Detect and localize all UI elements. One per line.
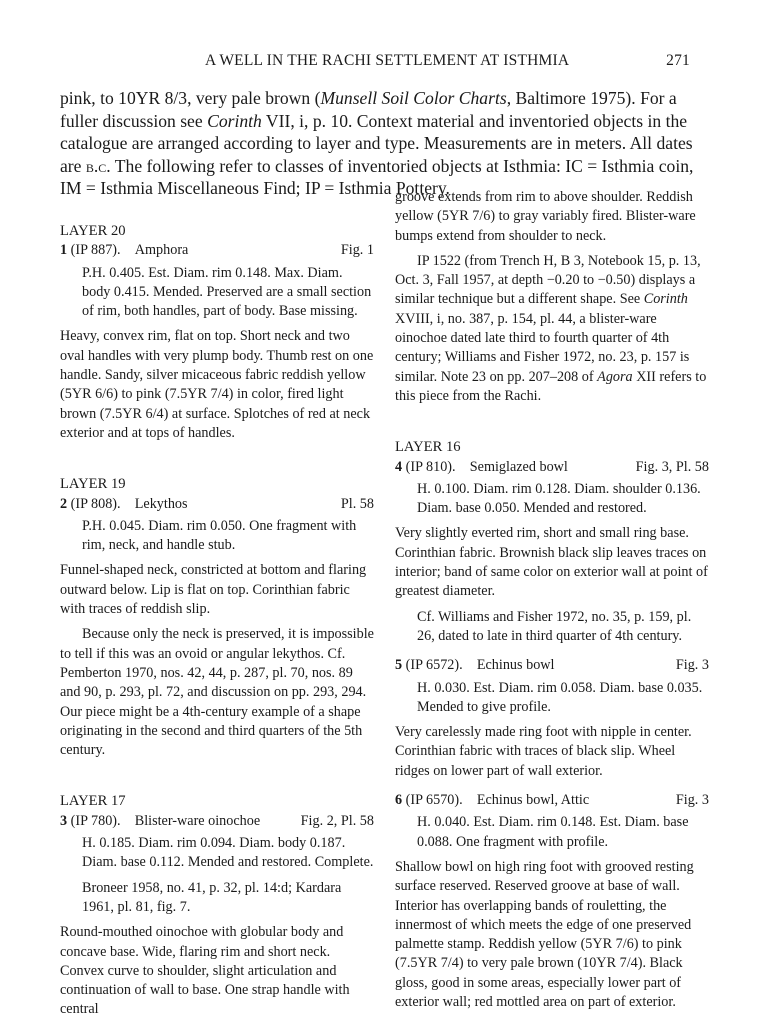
figure-reference: Fig. 1 <box>340 242 374 259</box>
measurements: H. 0.100. Diam. rim 0.128. Diam. shoulder 0.136. Diam. base 0.050. Mended and restored. <box>417 480 701 517</box>
figure-reference: Fig. 3 <box>675 792 709 809</box>
entry-heading: 1 (IP 887). Amphora Fig. 1 <box>60 241 374 260</box>
description-continued: groove extends from rim to above shoulder. Reddish yellow (5YR 7/6) to gray variably fired. Blister-ware bumps extend from shoulder to neck. <box>395 189 696 244</box>
measurements: P.H. 0.045. Diam. rim 0.050. One fragment with rim, neck, and handle stub. <box>82 517 357 554</box>
description: Round-mouthed oinochoe with globular body and concave base. Wide, flaring rim and short neck. Convex curve to shoulder, slight articulation and continuation of wall to base. One strap handle with central <box>60 924 350 1018</box>
measurements: P.H. 0.405. Est. Diam. rim 0.148. Max. Diam. body 0.415. Mended. Preserved are a small section of rim, both handles, part of body. Base missing. <box>82 264 372 320</box>
description: Heavy, convex rim, flat on top. Short neck and two oval handles with very plump body. Thumb rest on one handle. Sandy, silver micaceous fabric reddish yellow (5YR 6/6) to pink (7.5YR 7/4) in color, fired light brown (7.5YR 6/4) at surface. Splotches of red at neck exterior and at tops of handles. <box>60 328 374 441</box>
figure-reference: Fig. 2, Pl. 58 <box>300 812 374 829</box>
catalogue-entry-6 <box>395 791 709 1012</box>
figure-reference: Fig. 3 <box>675 657 709 674</box>
layer-heading: LAYER 20 <box>60 223 126 239</box>
left-column <box>60 222 374 1026</box>
entry-heading: 3 (IP 780). Blister-ware oinochoe Fig. 2, Pl. 58 <box>60 812 374 831</box>
measurements: H. 0.185. Diam. rim 0.094. Diam. body 0.187. Diam. base 0.112. Mended and restored. Complete. <box>82 835 374 871</box>
discussion: IP 1522 (from Trench H, B 3, Notebook 15, p. 13, Oct. 3, Fall 1957, at depth −0.20 to −0.50) displays a similar technique but a different shape. See Corinth XVIII, i, no. 387, p. 154, pl. 44, a blister-ware oinochoe dated late third to fourth quarter of 4th century; Williams and Fisher 1972, no. 23, p. 157 is similar. Note 23 on pp. 207–208 of Agora XII refers to this piece from the Rachi. <box>395 252 707 404</box>
figure-reference: Pl. 58 <box>340 495 374 512</box>
layer-heading: LAYER 16 <box>395 439 461 456</box>
catalogue-entry-4 <box>395 458 709 647</box>
right-column <box>395 188 709 1018</box>
catalogue-entry-3 <box>60 812 374 1020</box>
entry-heading: 2 (IP 808). Lekythos Pl. 58 <box>60 495 374 514</box>
entry-heading: 5 (IP 6572). Echinus bowl Fig. 3 <box>395 656 709 675</box>
description: Very carelessly made ring foot with nipple in center. Corinthian fabric with traces of black slip. Wheel ridges on lower part of wall exterior. <box>395 724 692 779</box>
entry-heading: 6 (IP 6570). Echinus bowl, Attic Fig. 3 <box>395 791 709 810</box>
measurements: H. 0.030. Est. Diam. rim 0.058. Diam. base 0.035. Mended to give profile. <box>417 679 703 715</box>
catalogue-entry-2 <box>60 495 374 761</box>
catalogue-entry-5 <box>395 656 709 781</box>
layer-heading: LAYER 17 <box>60 793 126 810</box>
catalogue-entry-1 <box>60 241 374 443</box>
intro-paragraph: pink, to 10YR 8/3, very pale brown (Munsell Soil Color Charts, Baltimore 1975). For a fuller discussion see Corinth VII, i, p. 10. Context material and inventoried objects in the catalogue are arranged according to layer and type. Measurements are in meters. All dates are b.c. The following refer to classes of inventoried objects at Isthmia: IC = Isthmia coin, IM = Isthmia Miscellaneous Find; IP = Isthmia Pottery. <box>60 88 694 198</box>
description: Shallow bowl on high ring foot with grooved resting surface reserved. Reserved groove at base of wall. Interior has overlapping bands of rouletting, the innermost of which meets the edge of one preserved palmette stamp. Reddish yellow (5YR 7/6) to pink (7.5YR 7/4) to very pale brown (10YR 7/4). Black gloss, good in some areas, especially lower part of exterior wall; red mottled area on part of exterior. <box>395 858 694 1010</box>
description: Very slightly everted rim, short and small ring base. Corinthian fabric. Brownish black slip leaves traces on interior; band of same color on exterior wall at point of greatest diameter. <box>395 525 708 600</box>
comparanda: Broneer 1958, no. 41, p. 32, pl. 14:d; Kardara 1961, pl. 81, fig. 7. <box>82 879 342 915</box>
discussion: Because only the neck is preserved, it is impossible to tell if this was an ovoid or angular lekythos. Cf. Pemberton 1970, nos. 42, 44, p. 287, pl. 70, nos. 89 and 90, p. 293, pl. 72, and discussion on pp. 293, 294. Our piece might be a 4th-century example of a shape originating in the second and third quarters of the 5th century. <box>60 626 374 759</box>
page-number: 271 <box>666 52 690 69</box>
figure-reference: Fig. 3, Pl. 58 <box>635 458 709 475</box>
running-title: A WELL IN THE RACHI SETTLEMENT AT ISTHMIA <box>205 52 570 69</box>
entry-heading: 4 (IP 810). Semiglazed bowl Fig. 3, Pl. 58 <box>395 458 709 477</box>
comparanda: Cf. Williams and Fisher 1972, no. 35, p. 159, pl. 26, dated to late in third quarter of 4th century. <box>417 608 692 644</box>
measurements: H. 0.040. Est. Diam. rim 0.148. Est. Diam. base 0.088. One fragment with profile. <box>417 814 689 850</box>
layer-heading: LAYER 19 <box>60 476 126 493</box>
description: Funnel-shaped neck, constricted at bottom and flaring outward below. Lip is flat on top. Corinthian fabric with traces of reddish slip. <box>60 562 367 618</box>
